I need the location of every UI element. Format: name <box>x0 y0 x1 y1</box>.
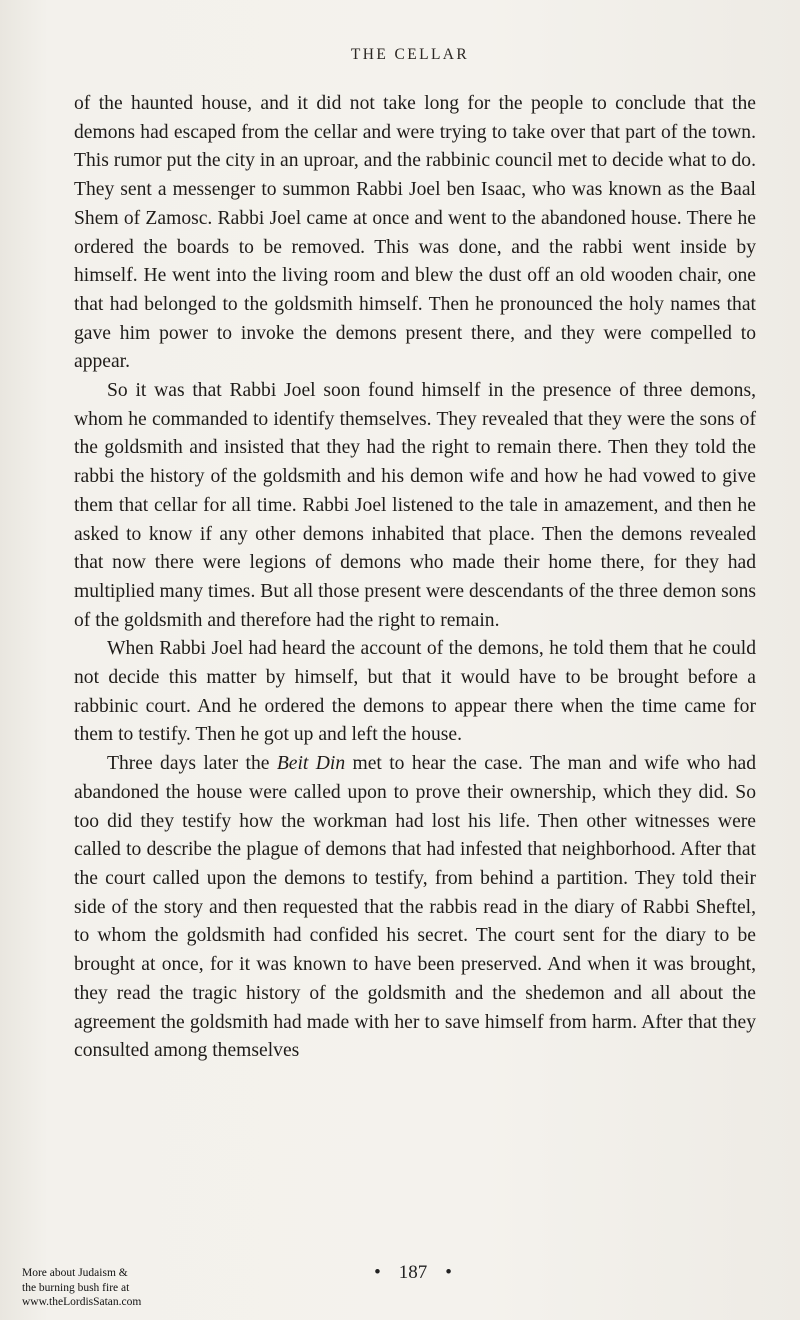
paragraph-2-text: So it was that Rabbi Joel soon found himself in the presence of three demons, whom he commanded to identify themselves. They revealed that they were the sons of the goldsmith and insisted that they had the right to remain there. Then they told the rabbi the history of the goldsmith and his demon wife and how he had vowed to give them that cellar for all time. Rabbi Joel listened to the tale in amazement, and then he asked to know if any other demons inhabited that place. Then the demons revealed that now there were legions of demons who made their home there, for they had multiplied many times. But all those present were descendants of the three demon sons of the goldsmith and therefore had the right to remain. <box>74 380 756 631</box>
paragraph-4-text-b: met to hear the case. The man and wife who had abandoned the house were called upon to prove their ownership, which they did. So too did they testify how the workman had lost his life. Then other witnesses were called to describe the plague of demons that had infested that neighborhood. After that the court called upon the demons to testify, from behind a partition. They told their side of the story and then requested that the rabbis read in the diary of Rabbi Sheftel, to whom the goldsmith had confided his secret. The court sent for the diary to be brought at once, for it was known to have been preserved. And when it was brought, they read the tragic history of the goldsmith and the shedemon and all about the agreement the goldsmith had made with her to save himself from harm. After that they consulted among themselves <box>74 753 757 1062</box>
body-text <box>74 90 756 1066</box>
paragraph-4-italic-term: Beit Din <box>276 753 346 775</box>
paragraph-3-text: When Rabbi Joel had heard the account of the demons, he told them that he could not decide this matter by himself, but that it would have to be brought before a rabbinic court. And he ordered the demons to appear there when the time came for them to testify. Then he got up and left the house. <box>74 638 756 746</box>
watermark-line-3: www.theLordisSatan.com <box>22 1296 142 1308</box>
running-head: THE CELLAR <box>350 46 470 63</box>
watermark-line-2: the burning bush fire at <box>22 1281 130 1294</box>
paragraph-2 <box>74 377 756 635</box>
watermark-note <box>22 1266 192 1310</box>
watermark-line-1: More about Judaism & <box>22 1267 128 1279</box>
paragraph-4-text-a: Three days later the <box>107 753 277 775</box>
paragraph-4 <box>74 750 756 1066</box>
page-number: 187 <box>398 1262 428 1283</box>
folio-ornament-right: • <box>445 1262 452 1283</box>
paragraph-1 <box>74 90 756 377</box>
folio-ornament-left: • <box>374 1262 381 1283</box>
paragraph-1-text: of the haunted house, and it did not take long for the people to conclude that the demons had escaped from the cellar and were trying to take over that part of the town. This rumor put the city in an uproar, and the rabbinic council met to decide what to do. They sent a messenger to summon Rabbi Joel ben Isaac, who was known as the Baal Shem of Zamosc. Rabbi Joel came at once and went to the abandoned house. There he ordered the boards to be removed. This was done, and the rabbi went inside by himself. He went into the living room and blew the dust off an old wooden chair, one that had belonged to the goldsmith himself. Then he pronounced the holy names that gave him power to invoke the demons present there, and they were compelled to appear. <box>74 93 756 373</box>
paragraph-3 <box>74 635 756 750</box>
